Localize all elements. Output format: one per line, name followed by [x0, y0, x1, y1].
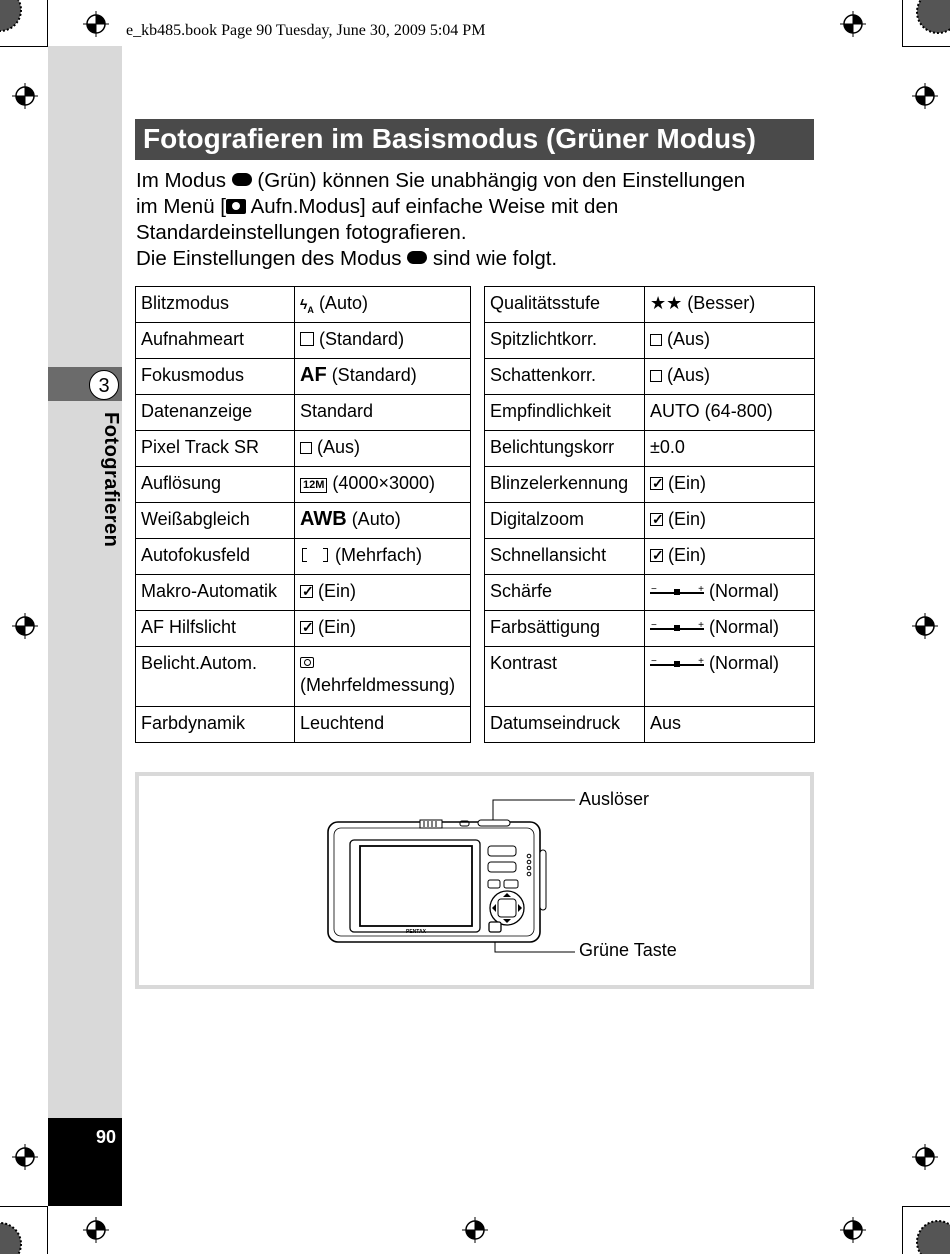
checkbox-checked-icon: ✓ [302, 583, 314, 599]
crop-mark [0, 1206, 48, 1207]
camera-icon [226, 199, 246, 214]
intro-text-segment: Aufn.Modus] auf einfache Weise mit den [246, 195, 619, 218]
setting-value-cell [645, 575, 815, 611]
table-row [136, 395, 471, 431]
registration-mark-icon [912, 83, 938, 109]
table-row [136, 707, 471, 743]
setting-name: Datenanzeige [136, 395, 295, 431]
setting-value: (Aus) [667, 365, 711, 385]
setting-name: Auflösung [136, 467, 295, 503]
setting-value-cell [295, 503, 471, 539]
setting-value-cell [295, 287, 471, 323]
chapter-title: Fotografieren [100, 412, 122, 548]
checkbox-empty-icon [650, 370, 662, 382]
table-row [136, 539, 471, 575]
setting-value: (Mehrfach) [335, 545, 423, 565]
setting-name: Farbsättigung [485, 611, 645, 647]
setting-name: Kontrast [485, 647, 645, 707]
green-mode-icon [232, 173, 252, 186]
page-number: 90 [95, 1127, 116, 1147]
table-row [485, 647, 815, 707]
setting-value: (Ein) [668, 545, 707, 565]
setting-value: (Aus) [667, 329, 711, 349]
green-button-callout: Grüne Taste [579, 940, 677, 960]
setting-name: Autofokusfeld [136, 539, 295, 575]
table-row [485, 359, 815, 395]
setting-value: (4000×3000) [332, 473, 436, 493]
crop-mark [902, 1206, 903, 1254]
setting-value: (Normal) [709, 617, 780, 637]
setting-value: (Auto) [351, 509, 401, 529]
checkbox-empty-icon [650, 334, 662, 346]
setting-value-cell [295, 467, 471, 503]
setting-name: Blinzelerkennung [485, 467, 645, 503]
setting-value-cell [295, 539, 471, 575]
table-row [485, 467, 815, 503]
resolution-12m-icon: 12M [300, 478, 327, 493]
table-row [485, 539, 815, 575]
checkbox-checked-icon: ✓ [302, 619, 314, 635]
setting-value: (Ein) [318, 581, 357, 601]
registration-mark-icon [462, 1217, 488, 1243]
intro-text-segment: Die Einstellungen des Modus [136, 247, 408, 270]
setting-name: Blitzmodus [136, 287, 295, 323]
setting-value: ★★ (Besser) [650, 293, 756, 313]
table-row [485, 395, 815, 431]
table-row [136, 503, 471, 539]
checkbox-checked-icon: ✓ [652, 511, 664, 527]
intro-text-segment: (Grün) können Sie unabhängig von den Einstellungen [251, 169, 746, 192]
color-target-icon [0, 0, 22, 32]
registration-mark-icon [12, 83, 38, 109]
setting-value: Aus [650, 713, 682, 733]
af-area-multi-icon [300, 548, 330, 562]
setting-name: Belicht.Autom. [136, 647, 295, 707]
setting-value: (Aus) [317, 437, 361, 457]
table-row [136, 323, 471, 359]
table-row [485, 575, 815, 611]
crop-mark [902, 0, 903, 46]
setting-value-cell [295, 647, 471, 707]
setting-name: Belichtungskorr [485, 431, 645, 467]
registration-mark-icon [12, 1144, 38, 1170]
setting-name: Schnellansicht [485, 539, 645, 575]
setting-value-cell [295, 611, 471, 647]
setting-name: Schattenkorr. [485, 359, 645, 395]
registration-mark-icon [912, 613, 938, 639]
setting-value-cell [295, 395, 471, 431]
setting-value: (Normal) [709, 581, 780, 601]
setting-value-cell [645, 467, 815, 503]
intro-text-segment: Standardeinstellungen fotografieren. [136, 221, 467, 244]
shutter-release-callout: Auslöser [579, 789, 650, 809]
table-row [136, 647, 471, 707]
color-target-icon [0, 1222, 22, 1254]
page-title: Fotografieren im Basismodus (Grüner Modus) [143, 123, 756, 154]
chapter-number: 3 [89, 370, 119, 400]
setting-name: Makro-Automatik [136, 575, 295, 611]
setting-value-cell [645, 611, 815, 647]
chapter-sidebar [48, 46, 122, 1206]
setting-name: Digitalzoom [485, 503, 645, 539]
setting-value: ±0.0 [650, 437, 685, 457]
brand-logo: PENTAX [406, 929, 426, 935]
table-row [136, 431, 471, 467]
setting-name: Aufnahmeart [136, 323, 295, 359]
af-icon: AF [300, 364, 327, 386]
crop-mark [47, 0, 48, 46]
setting-value-cell [645, 647, 815, 707]
setting-value: (Normal) [709, 653, 780, 673]
setting-value-cell [645, 287, 815, 323]
slider-scale-icon: − + [651, 584, 704, 595]
table-row [136, 575, 471, 611]
setting-value-cell [645, 503, 815, 539]
slider-scale-icon: − + [651, 620, 704, 631]
crop-mark [47, 1206, 48, 1254]
setting-name: Schärfe [485, 575, 645, 611]
setting-value: (Standard) [319, 329, 405, 349]
table-row [485, 503, 815, 539]
checkbox-checked-icon: ✓ [652, 547, 664, 563]
crop-mark [902, 1206, 950, 1207]
setting-value-cell [645, 359, 815, 395]
checkbox-empty-icon [300, 442, 312, 454]
setting-value: (Auto) [318, 293, 368, 313]
intro-text-segment: sind wie folgt. [427, 247, 558, 270]
setting-name: Fokusmodus [136, 359, 295, 395]
setting-value-cell [295, 431, 471, 467]
color-target-icon [916, 0, 950, 34]
setting-value: (Ein) [668, 509, 707, 529]
checkbox-checked-icon: ✓ [652, 475, 664, 491]
camera-back-illustration [320, 790, 580, 965]
setting-value-cell [295, 323, 471, 359]
crop-mark [902, 46, 950, 47]
table-row [485, 611, 815, 647]
registration-mark-icon [912, 1144, 938, 1170]
drive-mode-standard-icon [300, 332, 314, 346]
setting-value-cell [645, 539, 815, 575]
setting-value: Leuchtend [300, 713, 385, 733]
intro-text-segment: im Menü [ [136, 195, 226, 218]
setting-name: Farbdynamik [136, 707, 295, 743]
setting-value-cell [645, 707, 815, 743]
setting-value: (Ein) [668, 473, 707, 493]
setting-value-cell [295, 707, 471, 743]
registration-mark-icon [840, 1217, 866, 1243]
green-mode-icon [407, 251, 427, 264]
setting-name: Datumseindruck [485, 707, 645, 743]
settings-table-right [484, 286, 815, 743]
multi-segment-metering-icon [300, 657, 314, 668]
setting-value-cell [645, 431, 815, 467]
setting-value-cell [295, 575, 471, 611]
table-row [485, 431, 815, 467]
setting-value: AUTO (64-800) [650, 401, 773, 421]
print-header: e_kb485.book Page 90 Tuesday, June 30, 2009 5:04 PM [126, 22, 486, 39]
setting-name: Weißabgleich [136, 503, 295, 539]
intro-text-segment: Im Modus [136, 169, 232, 192]
registration-mark-icon [83, 1217, 109, 1243]
setting-value-cell [295, 359, 471, 395]
setting-name: Pixel Track SR [136, 431, 295, 467]
table-row [136, 611, 471, 647]
setting-name: Empfindlichkeit [485, 395, 645, 431]
setting-value: (Mehrfeldmessung) [300, 675, 456, 695]
setting-value: Standard [300, 401, 374, 421]
registration-mark-icon [12, 613, 38, 639]
table-row [485, 323, 815, 359]
registration-mark-icon [840, 11, 866, 37]
slider-scale-icon: − + [651, 656, 704, 667]
table-row [136, 467, 471, 503]
setting-name: AF Hilfslicht [136, 611, 295, 647]
awb-icon: AWB [300, 508, 347, 530]
intro-text [136, 168, 826, 272]
table-row [485, 707, 815, 743]
settings-table-left [135, 286, 471, 743]
flash-auto-icon: $ϟ_A$ [300, 296, 314, 315]
setting-value-cell [645, 323, 815, 359]
table-row [136, 359, 471, 395]
table-row [485, 287, 815, 323]
setting-value-cell [645, 395, 815, 431]
setting-value: (Ein) [318, 617, 357, 637]
setting-name: Spitzlichtkorr. [485, 323, 645, 359]
setting-value: (Standard) [331, 365, 417, 385]
crop-mark [0, 46, 48, 47]
table-row [136, 287, 471, 323]
registration-mark-icon [83, 11, 109, 37]
color-target-icon [916, 1220, 950, 1254]
setting-name: Qualitätsstufe [485, 287, 645, 323]
